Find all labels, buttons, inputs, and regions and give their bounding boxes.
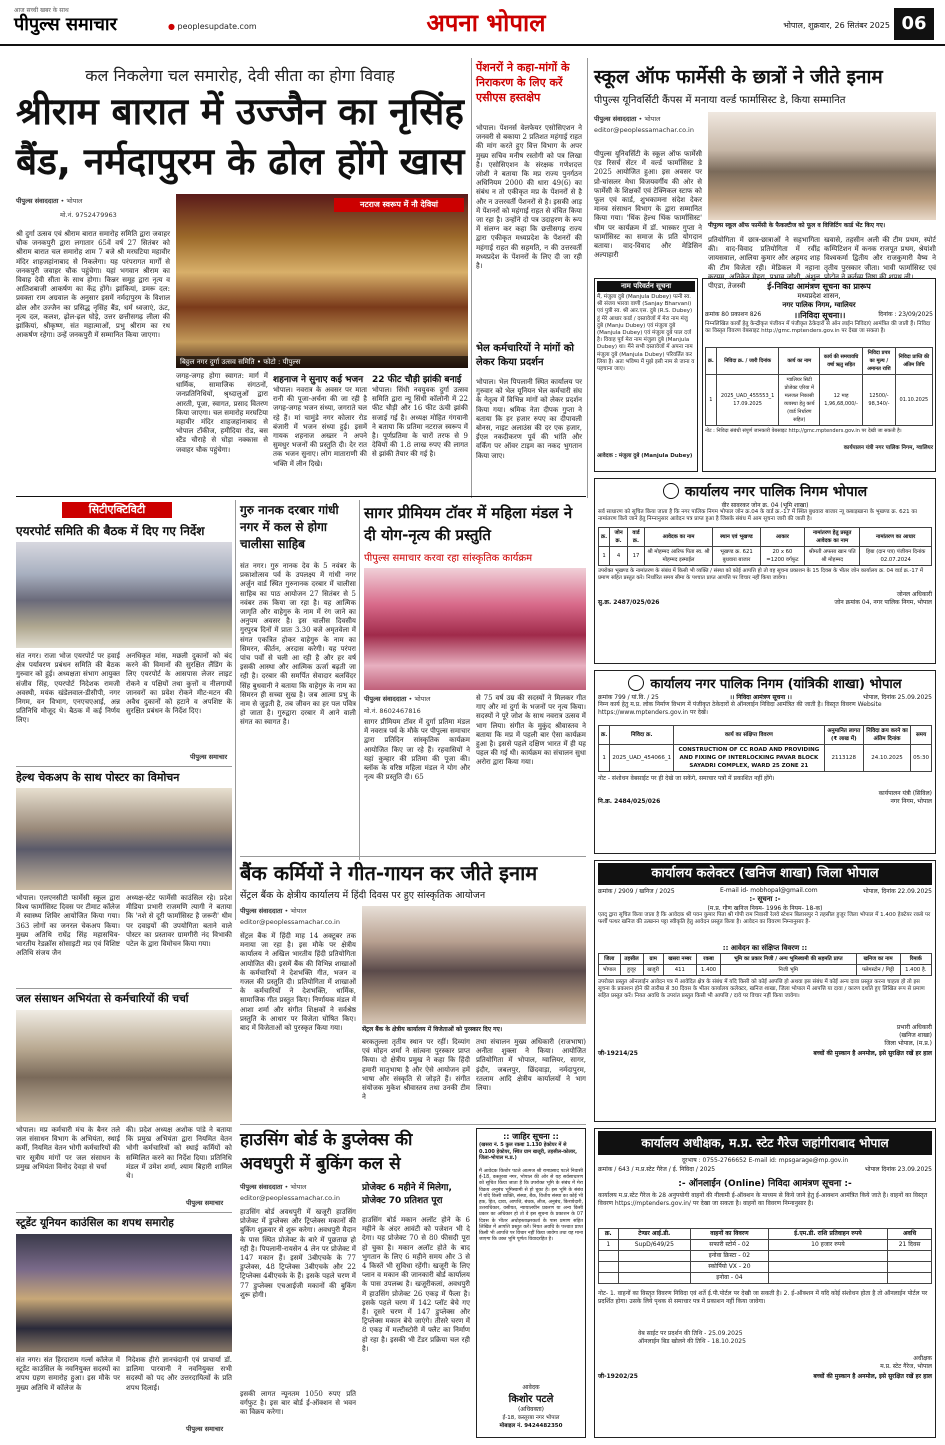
garage-table	[598, 1228, 932, 1284]
collector-notice	[594, 860, 936, 1122]
collector-table	[598, 953, 932, 976]
sagar-byline-city: भोपाल	[414, 695, 431, 703]
nnm2-td: 2025_UAD_454066_1	[610, 745, 674, 772]
jahir-suchna	[476, 1128, 586, 1438]
lead-caption-text: बिठ्ठल नगर दुर्गा उत्सव समिति	[180, 358, 255, 366]
nnm1-th: वार्ड क्र.	[628, 528, 645, 547]
collector-body: एतद् द्वारा सूचित किया जाता है कि आवेदक श्री पवन कुमार पिता श्री गोपी राम निवासी रेलवे स्टेशन बिलासपुर ने तहसील हुजूर जिला भोपाल में 1.400 हेक्टेयर रकबे पर फर्शी पत्थर खनिज की उत्खनन पट्टा स्वीकृति हेतु आवेदन प्रस्तुत किया है। आवेदन का विवरण निम्नानुसार है-	[598, 912, 931, 926]
garage-date: भोपाल दिनांक 23.09.2025	[864, 1166, 932, 1173]
garage-td: 10 हजार रुपये	[768, 1240, 887, 1251]
nnm1-sub: वीर सावरकर जोन क्र. 04 (भूमि शाखा)	[721, 502, 809, 509]
garage-th: अवधि	[888, 1229, 932, 1240]
table-row	[599, 1240, 932, 1251]
sagar-byline: पीपुल्स संवाददाता • भोपाल	[364, 695, 431, 703]
divider-h2	[16, 766, 232, 767]
student-photo	[16, 1234, 232, 1352]
collector-th: तहसील	[620, 954, 643, 965]
pharma-byline-name: पीपुल्स संवाददाता	[594, 115, 637, 123]
gwalior-td: ग्वालियर सिटी प्रोजेक्ट एरिया में मलजल निकासी व्यवस्था हेतु कार्य (वार्ड निर्धारण सहित)	[779, 375, 820, 426]
gwalior-th: निविदा प्रपत्र का मूल्य / अमानत राशि	[863, 348, 896, 375]
housing-byline-name: पीपुल्स संवाददाता	[240, 1183, 283, 1191]
pension-body: भोपाल। पेंशनर्स वेलफेयर एसोसिएशन ने जनवरी से बकाया 2 प्रतिशत महंगाई राहत की मांग करते हुए वित्त विभाग के अपर मुख्य सचिव मनीष रस्तोगी को पत्र लिखा है। एसोसिएशन के संरक्षक गणेशदत्त जोशी ने बताया कि मप्र राज्य पुनर्गठन अधिनियम 2000 की धारा 49(6) का संबंध न तो एकीकृत मप्र के पेंशनरों से है और न उत्तरवर्ती पेंशनरों से है। इसकी आड़ में पेंशनरों को महंगाई राहत से वंचित किया जा रहा है। उन्होंने दो पत्र उदाहरण के रूप में संलग्न कर कहा कि छत्तीसगढ़ राज्य द्वारा एकीकृत मध्यप्रदेश के पेंशनरों की महंगाई राहत की सहमति, न की उत्तरवर्ती मध्यप्रदेश के पेंशनरों के लिए दी जा रही है।	[476, 124, 582, 271]
nnm1-sign: जोनल अधिकारी	[896, 591, 932, 598]
emblem-icon	[628, 675, 644, 691]
lead-kicker: कल निकलेगा चल समारोह, देवी सीता का होगा विवाह	[85, 66, 395, 85]
divider-h3	[16, 988, 232, 989]
gwalior-org2: नगर पालिक निगम, ग्वालियर	[782, 301, 856, 309]
nnm1-title: कार्यालय नगर पालिक निगम भोपाल	[684, 483, 868, 500]
collector-footer: उपरोक्त प्रस्तुत ऑनलाईन आवेदन पत्र में आवेदित क्षेत्र के संबंध में यदि किसी को कोई आपत्ति हो अथवा इस संबंध में कोई अन्य दावा प्रस्तुत करना चाहता हो तो इस सूचना के प्रकाशन होने की तारीख से 30 दिवस के भीतर कार्यालय कलेक्टर, खनिज शाखा, जिला भोपाल में आपत्ति या दावा / कारण दर्शाते हुए लिखित रूप से प्रमाण सहित प्रस्तुत करें। नियत अवधि के उपरांत प्रस्तुत किसी भी आपत्ति / दावे पर विचार नहीं किया जावेगा।	[598, 979, 925, 1000]
water-body1: भोपाल। मप्र कर्मचारी मंच के बैनर तले जल संसाधन विभाग के अभियंता, स्थाई कर्मी, नियमित वेतन भोगी कर्मचारियों की चार सूत्रीय मांगों पर जल संसाधन के प्रमुख अभियंता विनोद देवड़ा से चर्चा	[16, 1126, 120, 1171]
garage-td: स्कोर्पियो VX - 20	[691, 1262, 769, 1273]
emblem-icon	[663, 483, 679, 499]
garage-td: 1	[599, 1240, 619, 1251]
garage-td: इनोवा क्रिस्टा - 02	[691, 1251, 769, 1262]
collector-th: ग्राम	[643, 954, 663, 965]
nnm2-th: कार्य का संक्षिप्त विवरण	[674, 726, 825, 745]
collector-notice-label: :- सूचना :-	[749, 895, 781, 903]
gwalior-th: कार्य की समयावधि वर्षा ऋतु सहित	[820, 348, 863, 375]
collector-td: 411	[663, 965, 697, 976]
housing-headline: हाउसिंग बोर्ड के डुप्लेक्स की अवधपुरी में बुकिंग कल से	[240, 1130, 413, 1174]
name-change-body: मैं, मंजुला दुबे (Manjula Dubey) पत्नी स्व. श्री संजय भारवा वाणी (Sanjay Bharvani) एवं पुत्री स्व. श्री आर.एस. दुबे (R.S. Dubey) हूं मेरे आधार कार्ड / दस्तावेजों में मेरा नाम मंजु दुबे (Manju Dubey) एवं मंजुला दुबे (Manjula Dubey) एवं मंजुला दुबे पाल दर्ज है। विवाह पूर्व मेरा नाम मंजुला दुबे (Manjula Dubey) था। मैंने सभी दस्तावेजों में अपना नाम मंजुला दुबे (Manjula Dubey) परिवर्तित कर लिया है। अतः भविष्य में मुझे इसी नाम से जाना व पहचाना जाए।	[597, 294, 695, 373]
lead-byline-name: पीपुल्स संवाददाता	[16, 197, 59, 205]
logo-tagline: आज सच्ची खबर के साथ	[14, 7, 69, 14]
garage-th: वाहनों का विवरण	[691, 1229, 769, 1240]
garage-dates1: वेब साईट पर प्रदर्शन की तिथि - 25.09.2025	[638, 1330, 743, 1337]
nnm1-th: आकार	[760, 528, 804, 547]
nnm1-td: हिबा (दान पत्र) पंजीयन दिनांक 02.07.2024	[860, 547, 932, 566]
garage-td	[768, 1273, 887, 1284]
garage-notes: नोट- 1. वाहनों का विस्तृत विवरण निविदा एवं शर्ते ई.पी.पोर्टल पर देखी जा सकती है। 2. ई-ऑक्शन में यदि कोई संशोधन होता है तो ऑनलाईन पोर्टल पर प्रदर्शित होगा। उसके लिये पृथक से समाचार पत्र में प्रकाशन नहीं किया जावेगा।	[598, 1290, 928, 1305]
collector-th: खनिज का नाम	[856, 954, 900, 965]
gwalior-notice-title: ।।निविदा सूचना।।	[794, 311, 846, 320]
nnm2-footer: नोट - संशोधन वेबसाईट पर ही देखे जा सकेंगे, समाचार पत्रों में प्रकाशित नहीं होंगे।	[598, 775, 775, 782]
garage-td: SupD/649/25	[618, 1240, 691, 1251]
garage-td	[618, 1273, 691, 1284]
name-change-title: नाम परिवर्तन सूचना	[597, 281, 695, 292]
jahir-sign-role: (अधिवक्ता)	[517, 1406, 545, 1413]
health-photo	[16, 788, 232, 890]
nnm1-th: आवेदक का नाम	[644, 528, 712, 547]
lead-headline-2: बैंड, नर्मदापुरम के ढोल होंगे खास	[16, 140, 465, 183]
water-headline: जल संसाधन अभियंता से कर्मचारियों की चर्चा	[16, 993, 189, 1005]
bank-byline: पीपुल्स संवाददाता • भोपाल	[240, 907, 307, 915]
website-text: peoplesupdate.com	[177, 22, 257, 31]
nnm1-td: श्रीमती अफसा खान पति श्री मोहम्मद	[805, 547, 860, 566]
collector-email: E-mail id- mobhopal@gmail.com	[719, 887, 818, 894]
table-row	[599, 1273, 932, 1284]
bank-email: editor@peoplessamachar.co.in	[240, 918, 340, 926]
garage-td	[888, 1273, 932, 1284]
divider-v4	[359, 500, 360, 860]
housing-byline-city: भोपाल	[290, 1183, 307, 1191]
page-number: 06	[894, 8, 934, 40]
divider-v1	[471, 58, 472, 498]
sagar-body2: से 75 वर्ष उम्र की सदस्यों ने मिलकर गीत गाए और मां दुर्गा के भजनों पर नृत्य किया। सदस्यों ने पूरे जोश के साथ नवरात्र उत्सव में भाग लिया। संगीत के मुकुंद श्रीवास्तव ने बताया कि मप्र में पहली बार ऐसा कार्यक्रम हुआ है। इससे पहले दक्षिण भारत में ही यह पहल की गई थी। कार्यक्रम का संचालन सुधा अरोरा द्वारा किया गया।	[476, 694, 586, 767]
student-body1: संत नगर। संत हिरदाराम गर्ल्स कॉलेज में स्टूडेंट काउंसिल के नवनियुक्त सदस्यों का शपथ ग्रहण समारोह हुआ। इस मौके पर मुख्य अतिथि में कॉलेज के	[16, 1356, 120, 1392]
collector-td: भोपाल	[599, 965, 621, 976]
gurunanak-body: संत नगर। गुरु नानक देव के 5 नवंबर के प्रकाशोत्सव पर्व के उपलक्ष्य में गांधी नगर अर्जुन वार्ड स्थित गुरुनानक दरबार में चालीसा साहिब का पाठ आयोजन 27 सितंबर से 5 नवंबर तक किया जा रहा है। यह आत्मिक जागृति और वाहेगुरु के नाम में रंग जाने का अनुपम अवसर है। इस चालीस दिवसीय गुरपुरब दिनों में प्रातः 3.30 बजे अमृतवेला में संगत एकत्रित होकर वाहेगुरु के नाम का सिमरन, कीर्तन, अरदास करेगी। यह परंपरा पांच पर्वों से चली आ रही है और हर वर्ष इसकी आस्था और आत्मिक ऊर्जा बढ़ती जा रही है। दरबार की समर्पित सेवादार बलविंदर सिंह बुधवानी ने बताया कि वाहेगुरु के नाम का सिमरन ही सच्चा सुख है। जब आत्मा प्रभु के नाम से जुड़ती है, तब जीवन का हर पल पवित्र हो जाता है। गुरुद्वारा दरबार में आने वाली संगत का स्वागत है।	[240, 562, 356, 727]
sagar-mobile: मो.नं. 8602467816	[364, 707, 421, 715]
gwalior-td: 1	[706, 375, 717, 426]
gwalior-th: क्र.	[706, 348, 717, 375]
airport-headline: एयरपोर्ट समिति की बैठक में दिए गए निर्देश	[16, 524, 205, 538]
housing-email: editor@peoplessamachar.co.in	[240, 1194, 340, 1202]
nnm2-sign2: नगर निगम, भोपाल	[890, 798, 932, 805]
bank-caption: सेंट्रल बैंक के क्षेत्रीय कार्यालय में विजेताओं को पुरस्कार दिए गए।	[362, 1026, 503, 1033]
nnm1-td: 4	[610, 547, 628, 566]
nnm1-sign2: जोन क्रमांक 04, नगर पालिक निगम, भोपाल	[834, 599, 932, 606]
divider-h5	[240, 856, 586, 857]
gwalior-table	[705, 347, 933, 426]
collector-td: हुजूर	[620, 965, 643, 976]
nnm1-body: सर्व साधारण को सूचित किया जाता है कि नगर पालिक निगम भोपाल जोन क्र.04 के वार्ड क्र.-17 में स्थित बुधवारा बाजार न्यू कबाड़खाना के भूखण्ड क्र. 621 का नामांतरण किये जाने हेतु निम्नानुसार आवेदन पत्र प्राप्त हुआ है जिसके संबंध में आम सूचना जारी की जाती है।	[598, 509, 917, 522]
table-row	[599, 1262, 932, 1273]
nnm1-td: भूखण्ड क्र. 621 बुधवारा बाजार	[713, 547, 761, 566]
nnm2-body: निम्न कार्य हेतु म.प्र. लोक निर्माण विभाग में पंजीकृत ठेकेदारों से ऑनलाईन निविदा आमंत्रित की जाती है। विस्तृत विवरण Website https://www.mptenders.gov.in पर देखें।	[598, 701, 882, 716]
lead-sub4: 22 फीट चौड़ी झांकी बनाई	[372, 375, 462, 385]
garage-sign2: म.प्र. स्टेट गैरेज, भोपाल	[880, 1363, 932, 1370]
bank-photo	[362, 906, 586, 1024]
lead-byline: पीपुल्स संवाददाता • भोपाल	[16, 197, 83, 205]
jahir-body: मैं आवेदक किशोर पटले आत्मज श्री रामप्रसाद पटले निवासी ई-18, कस्तूरबा नगर, भोपाल की ओर से यह सर्वसाधारण को सूचित किया जाता है कि उपरोक्त भूमि के संबंध में मेरा विक्रय अनुबंध भूमिस्वामी से हो चुका है। इस भूमि के संबंध में यदि किसी व्यक्ति, संस्था, बैंक, वित्तीय संस्था का कोई भी हक, हित, दावा, आपत्ति, बंधक, लीज, अनुबंध, किरायेदारी, उत्तराधिकार, वसीयत, न्यायालयीन प्रकरण या अन्य किसी प्रकार का अधिकार हो तो वे इस सूचना के प्रकाशन के 07 दिवस के भीतर अधोहस्ताक्षरकर्ता के पास प्रमाण सहित लिखित में आपत्ति प्रस्तुत करें। नियत अवधि के पश्चात प्राप्त किसी भी आपत्ति पर विचार नहीं किया जावेगा तथा यह माना जाएगा कि उक्त भूमि पूर्णतः विवादरहित है।	[479, 1169, 583, 1243]
nnm2-th: समय	[911, 726, 932, 745]
housing-byline: पीपुल्स संवाददाता • भोपाल	[240, 1183, 307, 1191]
collector-slogan: बच्चों की मुस्कान है अनमोल, इसे सुरक्षित रखें हर हाल	[813, 1050, 932, 1057]
lead-sub3: शहनाज ने सुनाए कई भजन	[273, 375, 364, 385]
pharma-col3: खवासे, तहसीन अली की टीम प्रथम, स्पोर्ट कम्पिटिशन में कनक राजपूत प्रथम, श्रेयांशी विश्वकर्मा द्वितीय और राजकुमारी वैष्य ने तृतीय पुरस्कार जीता। भावी फार्मासिस्ट एवं प्रोटोन ने कर्तव्य निष्ठा की शपथ ली।	[824, 236, 936, 281]
nnm2-th: अनुमानित लागत (₹ लाख में)	[824, 726, 863, 745]
collector-table-title: :: आवेदन का संक्षिप्त विवरण ::	[722, 944, 808, 952]
pharma-byline-city: भोपाल	[644, 115, 661, 123]
globe-icon: ●	[168, 22, 178, 31]
gurunanak-headline: गुरु नानक दरबार गांधी नगर में कल से होगा चालीसा साहिब	[240, 503, 339, 551]
collector-rule: (म.प्र. गौण खनिज नियम- 1996 के नियम- 18-क)	[707, 905, 823, 912]
masthead	[0, 0, 945, 46]
nnm2-notice: ।। निविदा आमंत्रण सूचना ।।	[729, 694, 792, 701]
bhel-body: भोपाल। भेल पिपलानी स्थित कार्यालय पर गुरुवार को भेल यूनियन भेल कर्मचारी संघ के नेतृत्व में विभिन्न मांगों को लेकर प्रदर्शन किया गया। श्रमिक नेता दीपक गुप्ता ने बताया कि हर हजार रुपए का दीपावली बोनस, नाइट अलाउंस की दर एक हजार, ईएल नकदीकरण पूर्व की भांति और वर्किंग पर ऑवर टाइम का नकद भुगतान किया जाए।	[476, 378, 582, 460]
collector-sign: प्रभारी अधिकारी	[896, 1024, 932, 1031]
nnm1-th: स्थान एवं भूखण्ड	[713, 528, 761, 547]
health-headline: हेल्थ चेकअप के साथ पोस्टर का विमोचन	[16, 771, 180, 784]
nnm2-table	[598, 725, 932, 772]
bank-deck: सेंट्रल बैंक के क्षेत्रीय कार्यालय में हिंदी दिवस पर हुए सांस्कृतिक आयोजन	[240, 890, 486, 901]
nnm2-ref2: नि.क्र. 2484/025/026	[598, 798, 661, 805]
state-garage-notice	[594, 1128, 936, 1438]
collector-ref: क्रमांक / 2909 / खनिज / 2025	[598, 888, 675, 895]
table-row	[599, 547, 932, 566]
student-headline: स्टूडेंट यूनियन काउंसिल का शपथ समारोह	[16, 1217, 174, 1229]
gwalior-th: निविदा क्र. / जारी दिनांक	[716, 348, 779, 375]
bank-body3: तथा संचालन मुख्य अधिकारी (राजभाषा) अनीता शुक्ला ने किया। आयोजित प्रतियोगिता में भोपाल, ग्वालियर, सागर, इंदौर, जबलपुर, छिंदवाड़ा, नर्मदापुरम, रतलाम आदि क्षेत्रीय कार्यालयों ने भाग लिया।	[476, 1038, 586, 1093]
housing-body3: हाउसिंग बोर्ड मकान अलॉट होने के 6 महीने के अंदर आवंटी को पजेशन भी दे देगा। यह प्रोजेक्ट 70 से 80 फीसदी पूरा हो चुका है। मकान अलॉट होते के बाद भुगतान के लिए 6 महीने समय और 3 से 4 किस्तें भी सुविधा रहेंगी। खजूरी के लिए प्लान व मकान की जानकारी बोर्ड कार्यालय के पास उपलब्ध है। खजूरीकलां, अवधपुरी में हाउसिंग प्रोजेक्ट 26 एकड़ में फैला है। इसके पहले चरण में 142 प्लॉट बेचे गए हैं। दूसरे चरण में 147 डुप्लेक्स और ट्रिप्लेक्स मकान बेचे जाएंगे। तीसरे चरण में 8 एकड़ में मल्टीस्टोरी में फ्लैट का निर्माण हो रहा है। इसकी भी टेंडर प्रक्रिया चल रही है।	[362, 1216, 470, 1353]
airport-photo	[16, 542, 232, 648]
garage-sign: अधीक्षक	[913, 1355, 932, 1362]
airport-body1: संत नगर। राजा भोज एयरपोर्ट पर हवाई क्षेत्र पर्यावरण प्रबंधन समिति की बैठक गुरुवार को हुई। अध्यक्षता संभाग आयुक्त संजीव सिंह, एयरपोर्ट निदेशक रामजी अवस्थी, मयंक खंडेलवाल-डीसीपी, नगर निगम, वन विभाग, एनएचएआई, अन्न प्रतिनिधि मौजूद थे। बैठक में कई निर्णय लिए।	[16, 652, 120, 725]
garage-td: सफारी स्टोर्म - 02	[691, 1240, 769, 1251]
section-title: अपना भोपाल	[426, 9, 546, 37]
bhel-headline: भेल कर्मचारियों ने मांगों को लेकर किया प्रदर्शन	[476, 343, 575, 368]
garage-ref2: जी-19202/25	[598, 1373, 638, 1380]
gwalior-title: ई-निविदा आमंत्रण सूचना का प्रारूप	[767, 282, 871, 291]
nnm2-td: 05:30	[911, 745, 932, 772]
lead-photo	[176, 194, 468, 368]
nnm1-th: नामांतरण हेतु प्रस्तुत आवेदक का नाम	[805, 528, 860, 547]
table-row	[599, 965, 932, 976]
lead-col1: श्री दुर्गा उत्सव एवं श्रीराम बारात समारोह समिति द्वारा जवाहर चौक जनकपुरी द्वारा लगातार 65वें वर्ष 27 सितंबर को श्रीराम बारात चल समारोह शाम 7 बजे श्री मरघटिया महावीर मंदिर शाहजहांनाबाद से निकलेगा। यह परंपरागत मार्गों से जनकपुरी जवाहर चौक पहुंचेगा। यहां भगवान श्रीराम का विवाह देवी सीता के साथ होगा। किन्नर समूह द्वारा नृत्य व आतिशबाजी आकर्षण का केंद्र होंगे। झांकियां, डमरू दल: प्रवक्ता राम अग्रवाल के अनुसार इसमें नर्मदापुरम के विशाल ढोल और उज्जैन का प्रसिद्ध नृसिंह बैंड, धर्म ध्वजाएं, ऊंट, नृत्य दल, कलश, ढ़ोल-ढ़ल घोड़े, उत्तर छत्तीसगढ़ लीला की झांकियां, श्रीकृष्ण, संत महात्माओं, प्रभु श्रीराम का रथ आकर्षण रहेगा। उन्हें जनकपुरी में सम्मानित किया जाएगा।	[16, 230, 170, 340]
table-row	[706, 375, 933, 426]
pharma-caption: पीपुल्स स्कूल ऑफ फार्मेसी के फैकल्टीज को फूल व विजिटिंग कार्ड भेंट किए गए।	[708, 222, 886, 229]
pharma-headline: स्कूल ऑफ फार्मेसी के छात्रों ने जीते इनाम	[594, 66, 883, 88]
nnm1-td: 17	[628, 547, 645, 566]
nnm2-th: क्र.	[599, 726, 610, 745]
pension-headline: पेंशनरों ने कहा-मांगों के निराकरण के लिए करें एसीएस हस्तक्षेप	[476, 61, 570, 104]
collector-th: रकबा	[697, 954, 721, 965]
divider-h6	[240, 1124, 586, 1125]
name-change-sign: आवेदक : मंजुला दुबे (Manjula Dubey)	[597, 453, 693, 459]
website-link[interactable]	[168, 22, 278, 34]
nnm2-sign: कार्यपालन यंत्री (सिविल)	[878, 790, 932, 797]
divider-v2	[587, 58, 588, 498]
collector-td: खजूरी	[643, 965, 663, 976]
sagar-photo	[364, 568, 586, 690]
lead-byline-city: भोपाल	[66, 197, 83, 205]
nnm2-td: CONSTRUCTION OF CC ROAD AND PROVIDING AND FIXING OF INTERLOCKING PAVAR BLOCK SAYADRI COMPLEX, WARD 25 ZONE 21	[674, 745, 825, 772]
gwalior-org1: मध्यप्रदेश शासन,	[797, 292, 841, 300]
garage-td	[768, 1251, 887, 1262]
gwalior-body: निम्नलिखित कार्यों हेतु केन्द्रीकृत पंजीयन में पंजीकृत ठेकेदारों से ऑन लाईन निविदाएं आमंत्रित की जाती हैं। निविदा का विस्तृत विवरण वेबसाइट http://gmc.mptenders.gov.in पर देखा जा सकता है।	[705, 321, 931, 334]
garage-th: क्र.	[599, 1229, 619, 1240]
gwalior-sign: कार्यपालन यंत्री नगर पालिक निगम, ग्वालियर	[843, 445, 933, 451]
water-photo	[16, 1010, 232, 1122]
lead-headline-1: श्रीराम बारात में उज्जैन का नृसिंह	[16, 90, 464, 133]
gwalior-td: 01.10.2025	[895, 375, 932, 426]
jahir-sign-addr: ई-18, कस्तूरबा नगर भोपाल	[502, 1415, 560, 1421]
health-body2: अध्यक्ष-स्टेट फार्मेसी काउंसिल रहे। प्रदेश मीडिया प्रभारी राजमणि त्यागी ने बताया कि 'नशे से दूरी फार्मासिस्ट है जरूरी' थीम पर दवाइयों की उपयोगिता बताने वाले पोस्टर का प्रस्तावर ग्रामगीरी नंद विभाकी पटेल के द्वारा विमोचन किया गया।	[126, 894, 232, 949]
etender-gwalior	[702, 278, 936, 472]
nnm2-title: कार्यालय नगर पालिक निगम (यांत्रिकी शाखा) भोपाल	[650, 677, 902, 692]
collector-th: जिला	[599, 954, 621, 965]
airport-body2: अनधिकृत मांस, मछली दुकानों को बंद करने की विमानों की सुरक्षित लैंडिंग के लिए एयरपोर्ट के आसपास लेजर लाइट रोकने व पक्षियों तथा कुत्तों व नीलगायों जानवरों का प्रवेश रोकने मीट-मटन की अवैध दुकानों को हटाने व अपशिष्ट के सुरक्षित प्रबंधन के निर्देश दिए।	[126, 652, 232, 716]
gwalior-ref: क्रमांक 80 प्रकाशन 826	[705, 311, 762, 318]
collector-td: 1.400 है.	[900, 965, 931, 976]
garage-notice-label: :- ऑनलाईन (Online) निविदा आमंत्रण सूचना :-	[678, 1179, 852, 1189]
nnm1-td: श्री मोहम्मद आरिफ पिता स्व. श्री मोहम्मद इस्माईल	[644, 547, 712, 566]
gwalior-th: कार्य का नाम	[779, 348, 820, 375]
pharma-byline: पीपुल्स संवाददाता • भोपाल	[594, 115, 661, 123]
airport-credit: पीपुल्स समाचार	[190, 753, 228, 761]
lead-col3: भोपाल। नवरात्र के अवसर पर माता रानी की पूजा-अर्चना की जा रही है जगह-जगह भजन संध्या, जगराते चल रहे हैं। मां चामुंडे नगर कोलार रोड बंजारी में भजन संध्या हुई। इसमें गायक शहनाज अख्तर ने अपने सुमधुर भजनों की प्रस्तुति दी। देर रात तक भजन सुनाए। लोग माताराणी की भक्ति में लीन दिखे।	[273, 386, 367, 468]
lead-caption-credit: • फोटो : पीपुल्स	[256, 358, 301, 366]
lead-photo-caption	[176, 356, 468, 368]
bank-body1: सेंट्रल बैंक में हिंदी माह 14 अक्टूबर तक मनाया जा रहा है। इस मौके पर क्षेत्रीय कार्यालय ने अखिल भारतीय हिंदी प्रतियोगिता आयोजित की। इसमें बैंक की विभिन्न शाखाओं के कर्मचारियों ने देशभक्ति गीत, भजन व गजल की प्रस्तुति दी। प्रतियोगिता में शाखाओं के कर्मचारियों ने देशभक्ति, धार्मिक, सामाजिक गीत प्रस्तुत किए। निर्णायक मंडल में आशा शर्मा और संगीत शिक्षकों ने सर्वश्रेष्ठ प्रस्तुति के आधार पर विजेता घोषित किए। बाद में विजेताओं को पुरस्कृत किया गया।	[240, 932, 356, 1033]
nnm1-th: क्र.	[599, 528, 610, 547]
divider-v3	[235, 500, 236, 920]
sagar-byline-name: पीपुल्स संवाददाता	[364, 695, 407, 703]
nnm1-footer: उपरोक्त भूखण्ड के नामांतरण के संबंध में किसी भी व्यक्ति / संस्था को कोई आपत्ति हो तो वह सूचना प्रकाशन के 15 दिवस के भीतर जोन कार्यालय क्र. 04 वार्ड क्र.-17 में प्रमाण सहित प्रस्तुत करे। निर्धारित समय सीमा के पश्चात प्राप्त आपत्ति पर विचार नहीं किया जावेगा।	[598, 568, 924, 581]
collector-td: 1.400	[697, 965, 721, 976]
gwalior-td: 2025_UAD_455553_1 17.09.2025	[716, 375, 779, 426]
pharma-col2: प्रतियोगिता में छात्र-छात्राओं ने सहभागिता की। वाद-विवाद प्रतियोगिता में रवींद्र जायसवाल, आलिया कुमार और अहमद शाह की टीम विजेता रही। मेडिकल में नहाना करयम, अनिकेत मेहरा, प्रभाव जोशी, अंशुल पीएडा, तेजस्वी	[708, 236, 820, 291]
divider-h1	[16, 496, 586, 497]
collector-th: भूमि का प्रकार निजी / अन्य भूमिस्वामी की सहमति प्राप्त	[721, 954, 856, 965]
jahir-head: (खसरा नं. 5 कुल रकबा 1.130 हेक्टेयर में से 0.100 हेक्टेयर, स्थित ग्राम खजूरी, तहसील-कोलार, जिला-भोपाल म.प्र.)	[479, 1142, 578, 1161]
garage-title: कार्यालय अधीक्षक, म.प्र. स्टेट गैरेज जहांगीराबाद भोपाल	[598, 1131, 932, 1155]
nnm-bhopal-mech-notice	[594, 670, 936, 854]
jahir-sign-label: आवेदक	[522, 1384, 540, 1391]
garage-td	[618, 1262, 691, 1273]
collector-ref2: जी-19214/25	[598, 1050, 638, 1057]
water-body2: की। प्रदेश अध्यक्ष अशोक पांडे ने बताया कि प्रमुख अभियंता द्वारा नियमित वेतन भोगी कर्मचारियों को स्थाई कर्मियों को सम्मिलित करने का निर्देश दिया। प्रतिनिधि मंडल में उमेश शर्मा, श्याम बिहारी शामिल थे।	[126, 1126, 232, 1181]
jahir-sign-mob: मोबाइल नं. 9424482350	[499, 1423, 563, 1429]
garage-td: इनोवा - 04	[691, 1273, 769, 1284]
jahir-title: :: जाहिर सूचना ::	[503, 1132, 559, 1141]
gwalior-td: 12500/- 98,340/-	[863, 375, 896, 426]
nnm2-th: निविदा क्र.	[610, 726, 674, 745]
garage-td	[599, 1273, 619, 1284]
garage-td	[618, 1251, 691, 1262]
housing-body2: इसकी लागत न्यूनतम 1050 रुपए प्रति वर्गफुट है। इस बार बोर्ड ई-ऑक्शन से भवन का विक्रय करेगा।	[240, 1390, 356, 1417]
nnm2-td: 2113128	[824, 745, 863, 772]
table-row	[599, 1251, 932, 1262]
student-body2: निदेशक हीरो ज्ञानचंदानी एवं प्राचार्या डॉ. डालिमा पारवानी ने नवनियुक्त सभी सदस्यों को पद और उत्तरदायित्वों के प्रति शपथ दिलाई।	[126, 1356, 232, 1392]
pharma-email: editor@peoplessamachar.co.in	[594, 126, 694, 134]
gwalior-footer: नोट : निविदा संबंधी संपूर्ण जानकारी वेबसाइट http://gmc.mptenders.gov.in पर देखी जा सकती है।	[705, 428, 902, 434]
bank-byline-name: पीपुल्स संवाददाता	[240, 907, 283, 915]
garage-td	[599, 1262, 619, 1273]
lead-col4: भोपाल। सिंधी नवयुवक दुर्गा उत्सव समिति द्वारा न्यू सिंधी कॉलोनी में 22 फीट चौड़ी और 16 फीट ऊंची झांकी सजाई गई है। अध्यक्ष मोहित गंगवानी ने बताया कि प्रतिमा नटराज स्वरूप में है। पूर्णप्रतिमा के चारों तरफ से 9 देवियों की 1.8 लाख रुपए की लागत से झांकी तैयार की गई है।	[372, 386, 468, 459]
sagar-deck: पीपुल्स समाचार करवा रहा सांस्कृतिक कार्यक्रम	[364, 553, 533, 564]
garage-td: 21 दिवस	[888, 1240, 932, 1251]
garage-td	[768, 1262, 887, 1273]
pharma-col1: पीपुल्स यूनिवर्सिटी के स्कूल ऑफ फार्मेसी एंड रिसर्च सेंटर में वर्ल्ड फार्मासिस्ट डे 2025 आयोजित हुआ। इस अवसर पर प्रो-चांसलर मेधा विजयवर्गीय की ओर से फार्मेसी के शिक्षकों एवं टेक्निकल स्टाफ को फूल एवं कार्ड, शुभकामना संदेश देकर मानव संसाधन विभाग के द्वारा सम्मानित किया गया। 'थिंक हेल्थ थिंक फार्मासिस्ट' थीम पर कार्यक्रम में डॉ. भास्कर गुप्ता ने फार्मासिस्ट का समाज के प्रति योगदान बताया। वाद-विवाद और मेडिसिन अल्पाहारी	[594, 150, 702, 260]
nnm1-ref: सु.क्र. 2487/025/026	[598, 599, 660, 606]
nnm2-th: निविदा क्रय करने का अंतिम दिनांक	[863, 726, 910, 745]
garage-td	[599, 1251, 619, 1262]
gwalior-td: 12 माह 1,96,68,000/-	[820, 375, 863, 426]
table-row	[599, 745, 932, 772]
garage-phone: दूरभाष : 0755-2766652 E-mail id: mpsgarage@mp.gov.in	[681, 1157, 849, 1164]
collector-date: भोपाल, दिनांक 22.09.2025	[862, 888, 932, 895]
name-change-notice	[594, 278, 698, 472]
collector-th: खसरा नम्बर	[663, 954, 697, 965]
housing-sub: प्रोजेक्ट 6 महीने में मिलेगा, प्रोजेक्ट 70 प्रतिशत पूरा	[362, 1183, 452, 1206]
nnm1-table	[598, 527, 932, 566]
water-credit: पीपुल्स समाचार	[186, 1199, 224, 1207]
collector-td: फ्लेगस्टोन / गिट्टी	[856, 965, 900, 976]
garage-slogan: बच्चों की मुस्कान है अनमोल, इसे सुरक्षित रखें हर हाल	[813, 1373, 932, 1380]
bank-byline-city: भोपाल	[290, 907, 307, 915]
bank-body2: बरकतुल्ला तृतीय स्थान पर रहीं। दिव्यांग एवं मोहन शर्मा ने सांत्वना पुरस्कार प्राप्त किया। दो क्षेत्रीय प्रमुख ने कहा कि हिंदी हमारी मातृभाषा है और ऐसे आयोजन हमें भाषा और संस्कृति से जोड़ते हैं। संगीत संयोजक मुकेश श्रीवास्तव तथा उनकी टीम ने	[362, 1038, 470, 1102]
lead-col2: जगह-जगह होगा स्वागत: मार्ग में धार्मिक, सामाजिक संगठनों, जनप्रतिनिधियों, श्रृध्दालुओं द्वारा आरती, पूजा, स्वागत, प्रसाद वितरण किया जाएगा। चल समारोह मरघटिया महावीर मंदिर शाहजहांनाबाद से भोपाल टॉकीज, हमीदिया रोड, बस स्टैंड चौराहे से घोड़ा नक्कास से जवाहर चौक पहुंचेगा।	[176, 372, 268, 454]
nnm-bhopal-zone-notice	[594, 478, 936, 664]
garage-body: कार्यालय म.प्र.स्टेट गैरेज के 28 अनुपयोगी वाहनों की नीलामी ई-ऑक्शन के माध्यम से किये जाने हेतु ई-आक्शन आमंत्रित किये जाते है। वाहनों का विस्तृत विवरण https://mptenders.gov.in/ पर देखा जा सकता है। वाहनों का विवरण निम्नानुसार है।	[598, 1192, 928, 1207]
masthead-logo	[14, 6, 164, 36]
garage-th: टेण्डर आई.डी.	[618, 1229, 691, 1240]
dateline: भोपाल, शुक्रवार, 26 सितंबर 2025	[783, 21, 890, 30]
nnm1-th: नामांतरण का आधार	[860, 528, 932, 547]
nnm2-date: भोपाल, दिनांक 25.09.2025	[862, 694, 932, 701]
collector-title: कार्यालय कलेक्टर (खनिज शाखा) जिला भोपाल	[598, 863, 932, 885]
nnm1-th: जोन क्र.	[610, 528, 628, 547]
sagar-body1: सागर प्रीमियम टॉवर में दुर्गा प्रतिमा मंडल में नवरात्र पर्व के मौके पर पीपुल्स समाचार द्वारा प्रतिदिन सांस्कृतिक कार्यक्रम आयोजित किए जा रहे हैं। रहवासियों ने यहां कुम्हार की प्रतिमा की पूजा की। ब्लॉक के वरिष्ठ महिला मंडल ने योग और नृत्य की प्रस्तुति दी। 65	[364, 718, 470, 782]
nnm1-td: 20 x 60 =1200 वर्गफुट	[760, 547, 804, 566]
gwalior-th: निविदा प्राप्ति की अंतिम तिथि	[895, 348, 932, 375]
collector-td: निजी भूमि	[721, 965, 856, 976]
garage-dates2: ऑनलाईन बिड खोलने की तिथि - 18.10.2025	[638, 1338, 746, 1345]
pharma-photo	[708, 112, 936, 220]
pharma-deck: पीपुल्स यूनिवर्सिटी कैंपस में मनाया वर्ल्ड फार्मासिस्ट डे, किया सम्मानित	[594, 95, 846, 106]
garage-th: ई.एम.डी. राशि प्रतिवाहन रुपये	[768, 1229, 887, 1240]
collector-sign3: जिला भोपाल, (म.प्र.)	[884, 1040, 932, 1047]
bank-headline: बैंक कर्मियों ने गीत-गायन कर जीते इनाम	[240, 861, 538, 885]
logo-text: पीपुल्स समाचार	[14, 14, 117, 35]
nnm2-ref: क्रमांक 799 / यां.वि. / 25	[598, 694, 659, 701]
divider-h4	[16, 1212, 232, 1213]
health-body1: भोपाल। एलएनसीटी फार्मेसी स्कूल द्वारा विश्व फार्मासिस्ट दिवस पर टीमाट कॉलेज में स्वास्थ्य शिविर आयोजित किया गया। 363 लोगों का जनरल चेकअप किया। मुख्य अतिथि राघेंद्र सिंह महासचिव-भारतीय रेडक्रॉस सोसाइटी मप्र एवं विशिष्ट अतिथि संजय जैन	[16, 894, 120, 958]
nnm2-td: 24.10.2025	[863, 745, 910, 772]
sagar-headline: सागर प्रीमियम टॉवर में महिला मंडल ने दी योग-नृत्य की प्रस्तुति	[364, 504, 573, 544]
housing-body1: हाउसिंग बोर्ड अवधपुरी में खजूरी हाउसिंग प्रोजेक्ट में डुप्लेक्स और ट्रिप्लेक्स मकानों की बुकिंग शुक्रवार से शुरू करेगा। अवधपुरी मैदान के पास स्थित प्रोजेक्ट के बारे में पूछताछ हो रही है। पिपलानी-रायसेन 4 लेन पर प्रोजेक्ट में 147 मकान हैं। इसमें 3बीएचके के 77 डुप्लेक्स, 48 ट्रिप्लेक्स 3बीएचके और 22 ट्रिप्लेक्स 4बीएचके के हैं। इसके पहले चरण में 77 डुप्लेक्स एचआईजी मकानों की बुकिंग शुरू होगी।	[240, 1208, 356, 1299]
jahir-sign-name: किशोर पटले	[508, 1394, 554, 1405]
lead-mobile: मो.नं. 9752479963	[60, 211, 117, 219]
garage-ref: क्रमांक / 643 / म.प्र.स्टेट गैरेज / ई. निविदा / 2025	[598, 1166, 716, 1173]
garage-td	[888, 1262, 932, 1273]
garage-td	[888, 1251, 932, 1262]
collector-th: रिमार्क	[900, 954, 931, 965]
nnm1-td: 1	[599, 547, 610, 566]
student-credit: पीपुल्स समाचार	[186, 1425, 224, 1433]
collector-sign2: (खनिज शाखा)	[899, 1032, 932, 1039]
city-activity-label: सिटीएक्टिविटी	[62, 502, 172, 518]
lead-photo-tag: नटराज स्वरूप में नौ देवियां	[334, 198, 464, 212]
nnm2-td: 1	[599, 745, 610, 772]
gwalior-date: दिनांक : 23/09/2025	[878, 311, 933, 318]
